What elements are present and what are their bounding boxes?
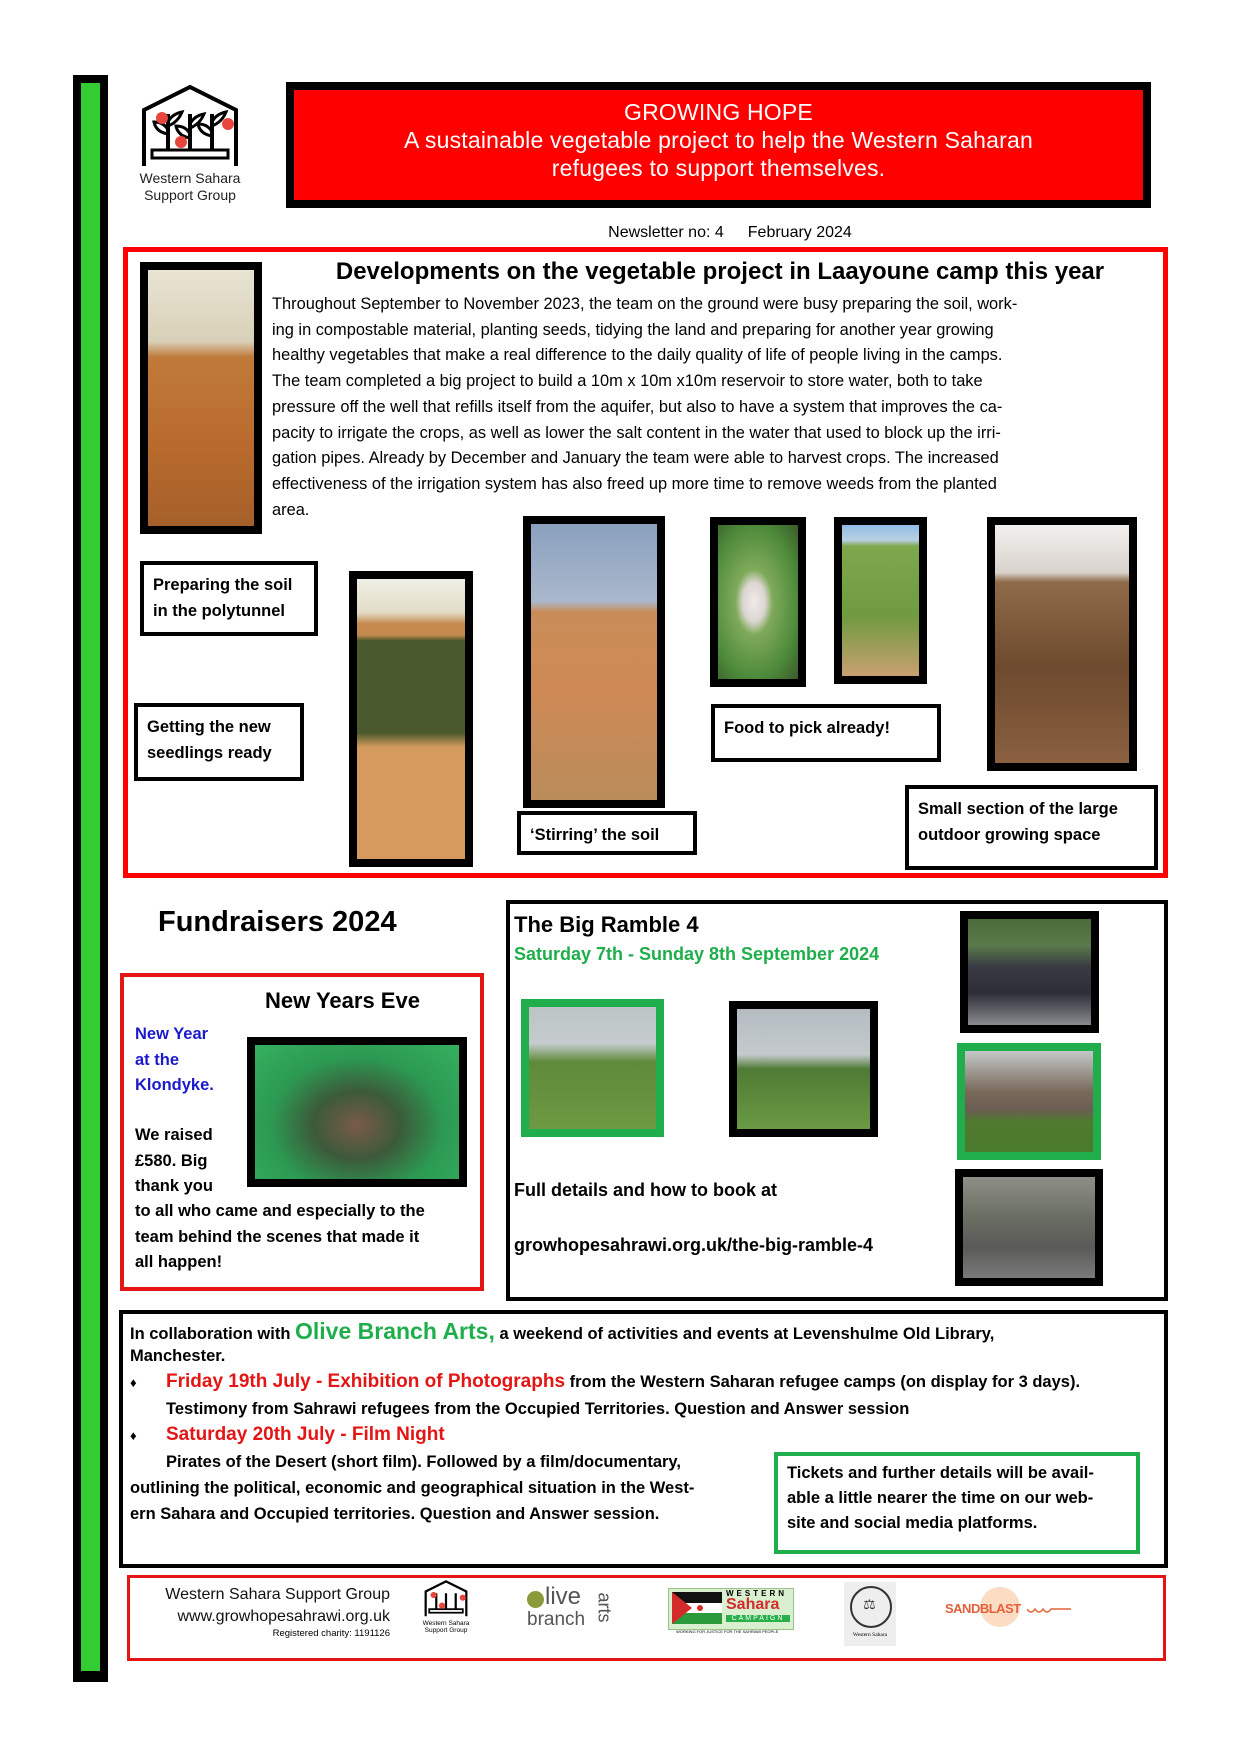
caption-seedlings <box>134 703 304 781</box>
western-sahara-campaign-logo <box>668 1588 792 1636</box>
greenhouse-icon <box>423 1580 469 1618</box>
caption-line: seedlings ready <box>147 744 272 762</box>
event-text: from the Western Saharan refugee camps (on display for 3 days). <box>569 1373 1081 1391</box>
body-line: gation pipes. Already by December and January the team were able to harvest crops. The increased <box>272 449 999 468</box>
caption-stirring <box>517 811 697 855</box>
event-friday <box>130 1369 1160 1396</box>
seedlings-photo <box>349 571 473 867</box>
left-border-bar-green <box>81 83 100 1671</box>
radish-harvest-photo <box>710 517 806 687</box>
adala-uk-logo <box>844 1582 896 1646</box>
nye-raised-line: We raised <box>135 1126 213 1144</box>
pub-walkers-photo <box>955 1169 1103 1286</box>
footer-wssg-logo <box>418 1580 474 1634</box>
banner-subtitle-line1: A sustainable vegetable project to help the Western Saharan <box>404 127 1033 153</box>
event-text: Pirates of the Desert (short film). Followed by a film/documentary, <box>166 1453 681 1471</box>
wsc-text: Sahara <box>726 1596 780 1613</box>
nye-thanks-line: to all who came and especially to the <box>135 1202 425 1220</box>
event-heading: Friday 19th July - Exhibition of Photographs <box>166 1371 566 1392</box>
caption-line: outdoor growing space <box>918 826 1101 844</box>
body-line: pacity to irrigate the crops, as well as lower the salt content in the water that used to block up the irri- <box>272 423 1001 442</box>
logo-text-line2: Support Group <box>144 187 236 203</box>
valley-walk-photo <box>521 999 664 1137</box>
olive-logo-text: arts <box>594 1592 615 1623</box>
nye-venue-line: at the <box>135 1050 180 1069</box>
body-line: effectiveness of the irrigation system has also freed up more time to remove weeds from the planted <box>272 474 997 493</box>
nye-thanks <box>135 1199 475 1276</box>
sandblast-text: SANDBLAST <box>945 1601 1021 1616</box>
caption-outdoor <box>905 785 1158 870</box>
footer-charity-number: Registered charity: 1191126 <box>272 1628 390 1639</box>
event-heading: Saturday 20th July - Film Night <box>166 1424 445 1445</box>
nye-raised-line: £580. Big <box>135 1151 208 1170</box>
manor-house-photo <box>957 1043 1101 1160</box>
stirring-soil-photo <box>523 516 665 808</box>
newsletter-date: February 2024 <box>747 224 852 241</box>
nye-thanks-line: team behind the scenes that made it <box>135 1227 420 1246</box>
wsc-text: CAMPAIGN <box>726 1615 790 1622</box>
nye-venue-line: Klondyke. <box>135 1076 214 1094</box>
caption-line: Preparing the soil <box>153 576 293 594</box>
tickets-line: Tickets and further details will be avail- <box>787 1464 1094 1482</box>
intro-prefix: In collaboration with <box>130 1325 291 1343</box>
wsc-tagline: WORKING FOR JUSTICE FOR THE SAHRAWI PEOPLE <box>676 1629 779 1634</box>
nye-raised-line: thank you <box>135 1177 213 1195</box>
event-text: Testimony from Sahrawi refugees from the Occupied Territories. Question and Answer session <box>166 1400 910 1418</box>
caption-line: Food to pick already! <box>724 719 890 737</box>
footer-logo-line: Western Sahara <box>422 1620 470 1627</box>
event-text: ern Sahara and Occupied territories. Question and Answer session. <box>130 1505 660 1523</box>
intro-line2: Manchester. <box>130 1347 226 1365</box>
wave-icon <box>1027 1603 1071 1615</box>
body-line: healthy vegetables that make a real difference to the daily quality of life of people living in the camps. <box>272 346 1003 365</box>
olive-branch-arts-name: Olive Branch Arts, <box>295 1318 495 1344</box>
nye-title: New Years Eve <box>265 988 420 1013</box>
ramble-title: The Big Ramble 4 <box>514 912 699 937</box>
group-on-hill-photo <box>729 1001 878 1137</box>
olive-logo-text: branch <box>527 1609 586 1630</box>
caption-line: in the polytunnel <box>153 602 285 620</box>
wsc-text: WESTERN <box>726 1589 787 1598</box>
banner-title: GROWING HOPE <box>624 99 813 125</box>
crop-rows-photo <box>834 517 927 684</box>
vegetable-project-title: Developments on the vegetable project in Laayoune camp this year <box>335 258 1105 285</box>
footer-website-link[interactable]: www.growhopesahrawi.org.uk <box>177 1608 390 1625</box>
caption-preparing-soil <box>140 561 318 636</box>
ramble-details: Full details and how to book at <box>514 1180 778 1200</box>
adala-text: Western Sahara <box>852 1632 888 1638</box>
footer-org-name: Western Sahara Support Group <box>165 1586 390 1603</box>
tickets-line: site and social media platforms. <box>787 1514 1038 1532</box>
ramble-date: Saturday 7th - Sunday 8th September 2024 <box>514 944 880 964</box>
nye-thanks-line: all happen! <box>135 1253 223 1271</box>
event-text: outlining the political, economic and geographical situation in the West- <box>130 1479 695 1497</box>
nye-venue-line: New Year <box>135 1025 209 1043</box>
caption-line: Getting the new <box>147 718 271 736</box>
sahrawi-flag-icon <box>672 1592 722 1624</box>
newsletter-info <box>460 224 1000 242</box>
body-line: pressure off the well that refills itself from the aquifer, but also to have a system that improves the ca- <box>272 397 1003 416</box>
caption-food <box>711 704 941 762</box>
body-line: The team completed a big project to build a 10m x 10m x10m reservoir to store water, both to take <box>272 372 983 391</box>
nye-venue <box>135 1022 245 1099</box>
outdoor-field-photo <box>987 517 1137 771</box>
olive-logo-text: live <box>545 1583 582 1610</box>
group-photo <box>960 911 1099 1033</box>
logo-text-line1: Western Sahara <box>139 170 241 186</box>
tickets-info-box <box>774 1452 1140 1554</box>
caption-line: Small section of the large <box>918 800 1118 818</box>
polytunnel-photo <box>140 262 262 534</box>
nye-raised <box>135 1123 245 1200</box>
scales-glyph-icon: ⚖ <box>863 1596 876 1612</box>
body-line: area. <box>272 500 310 519</box>
olive-branch-arts-logo <box>525 1583 620 1633</box>
newsletter-number: Newsletter no: 4 <box>608 224 724 241</box>
caption-line: ‘Stirring’ the soil <box>530 826 660 844</box>
header-banner <box>286 82 1151 208</box>
intro-suffix: a weekend of activities and events at Levenshulme Old Library, <box>499 1325 995 1343</box>
event-saturday <box>130 1422 1160 1449</box>
fundraisers-heading: Fundraisers 2024 <box>158 906 397 938</box>
diamond-bullet-icon: ♦ <box>130 1375 137 1390</box>
body-line: ing in compostable material, planting seeds, tidying the land and preparing for another year growing <box>272 320 994 339</box>
wssg-logo <box>125 84 255 209</box>
vegetable-project-body <box>272 292 1152 523</box>
sandblast-logo <box>945 1595 1075 1625</box>
nye-party-photo <box>247 1037 467 1187</box>
greenhouse-icon <box>138 84 242 170</box>
tickets-line: able a little nearer the time on our web- <box>787 1489 1094 1507</box>
banner-subtitle-line2: refugees to support themselves. <box>551 155 886 181</box>
footer-logo-line: Support Group <box>424 1627 468 1634</box>
diamond-bullet-icon: ♦ <box>130 1428 137 1443</box>
ramble-url-link[interactable]: growhopesahrawi.org.uk/the-big-ramble-4 <box>514 1235 874 1255</box>
tree-icon <box>527 1591 544 1608</box>
body-line: Throughout September to November 2023, the team on the ground were busy preparing the soil, work- <box>272 295 1018 313</box>
footer-org-info <box>150 1584 390 1628</box>
